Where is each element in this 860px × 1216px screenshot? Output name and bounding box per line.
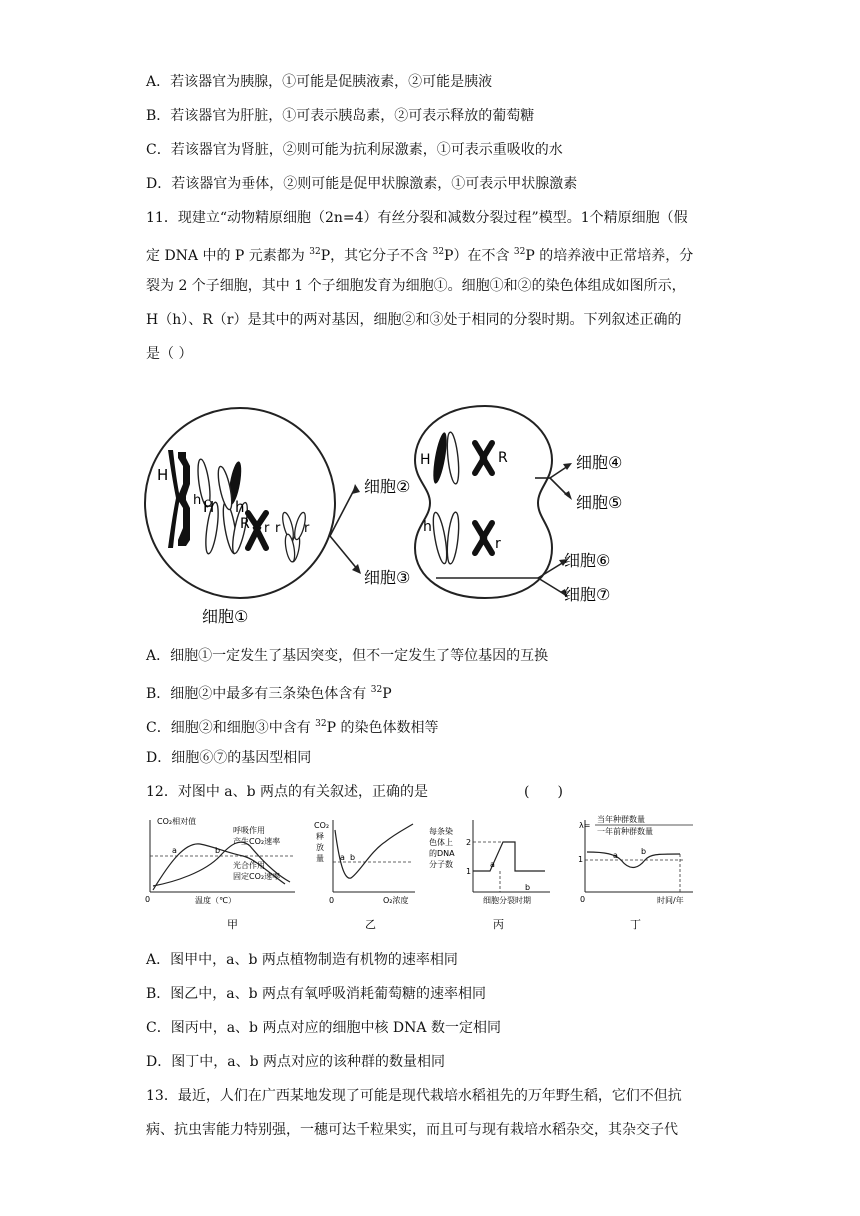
cell2-gene-4: r	[495, 536, 501, 552]
cell1-gene-8: r	[304, 521, 310, 536]
cell2-chromosome-r-lower	[475, 523, 492, 553]
cell1-gene-7: r	[275, 521, 281, 536]
jia-point-b: b	[215, 846, 221, 855]
bing-ylabel-1: 每条染	[429, 827, 453, 836]
q11-option-d: D．细胞⑥⑦的基因型相同	[146, 750, 312, 766]
q11-option-a: A．细胞①一定发生了基因突变，但不一定发生了等位基因的互换	[146, 648, 549, 664]
q11-option-b: B．细胞②中最多有三条染色体含有 $^{32}$P	[146, 685, 392, 702]
cell2-gene-3: h	[423, 519, 432, 535]
cell2-chromosome-h-white	[445, 432, 460, 485]
yi-ylabel-3: 放	[316, 843, 324, 852]
cell7-label: 细胞⑦	[564, 585, 611, 604]
ding-point-a: a	[613, 851, 618, 860]
q12-option-b: B．图乙中，a、b 两点有氧呼吸消耗葡萄糖的速率相同	[146, 986, 487, 1002]
ding-point-b: b	[641, 847, 647, 856]
q12-answer-paren: ( )	[524, 784, 563, 800]
cell1-gene-1: H	[157, 466, 169, 484]
jia-curve2-line2: 固定CO₂速率	[233, 872, 281, 881]
bing-xlabel: 细胞分裂时期	[483, 896, 531, 905]
q13-line-1: 13．最近，人们在广西某地发现了可能是现代栽培水稻祖先的万年野生稻，它们不但抗	[146, 1088, 682, 1104]
bing-curve	[473, 842, 545, 871]
q11-stem-line-5: 是（ ）	[146, 346, 193, 362]
ding-caption: 丁	[630, 918, 641, 931]
bing-ylabel-3: 的DNA	[429, 849, 455, 858]
q11-stem-line-4: H（h）、R（r）是其中的两对基因，细胞②和③处于相同的分裂时期。下列叙述正确的	[146, 312, 682, 328]
q10-option-a: A．若该器官为胰腺，①可能是促胰液素，②可能是胰液	[146, 74, 493, 90]
cell2-chromosome-lower-1	[431, 512, 450, 565]
q11-stem-line-2: 定 DNA 中的 P 元素都为 $^{32}$P，其它分子不含 $^{32}$P）在不含 $^{32}$P 的培养液中正常培养，分	[146, 247, 694, 264]
graph-jia	[145, 816, 295, 931]
q12-graphs	[145, 812, 705, 937]
cell1-gene-5: R	[240, 516, 250, 532]
ding-denominator: 一年前种群数量	[597, 827, 653, 836]
arrow-to-cell7	[538, 578, 564, 594]
cell2-gene-2: R	[498, 450, 508, 466]
ding-xlabel: 时间/年	[657, 896, 684, 905]
cell2-chromosome-lower-2	[445, 512, 460, 565]
jia-curve1-line1: 呼吸作用	[233, 826, 265, 835]
bing-point-a: a	[490, 860, 495, 869]
q11-stem-line-3: 裂为 2 个子细胞，其中 1 个子细胞发育为细胞①。细胞①和②的染色体组成如图所示，	[146, 278, 686, 294]
ding-origin: 0	[580, 895, 586, 904]
chromosome-h-black	[168, 450, 190, 548]
cell6-label: 细胞⑥	[564, 551, 611, 570]
yi-ylabel-1: CO₂	[314, 821, 330, 830]
yi-ylabel-2: 释	[316, 832, 324, 841]
jia-caption: 甲	[227, 918, 238, 931]
q10-option-c: C．若该器官为肾脏，②则可能为抗利尿激素，①可表示重吸收的水	[146, 142, 563, 158]
jia-curve2-line1: 光合作用	[233, 861, 265, 870]
q12-option-c: C．图丙中，a、b 两点对应的细胞中核 DNA 数一定相同	[146, 1020, 501, 1036]
jia-xlabel: 温度（℃）	[195, 896, 236, 905]
q10-option-b: B．若该器官为肝脏，①可表示胰岛素，②可表示释放的葡萄糖	[146, 108, 535, 124]
cell3-label: 细胞③	[364, 568, 411, 587]
bing-tick-2: 2	[466, 838, 472, 847]
yi-point-a: a	[340, 853, 345, 862]
jia-point-a: a	[172, 846, 177, 855]
cell1-gene-6: r	[264, 521, 270, 536]
arrow-to-cell4	[550, 466, 568, 478]
jia-curve1-line2: 产生CO₂速率	[233, 837, 281, 846]
graph-ding	[578, 814, 693, 931]
yi-curve	[335, 824, 413, 878]
arrow-to-cell6	[538, 562, 564, 578]
jia-origin: 0	[145, 895, 151, 904]
cell-division-diagram	[140, 388, 710, 628]
cell2-chromosome-h-black	[431, 432, 450, 485]
cell2-chromosome-r-black	[475, 443, 492, 473]
cell2-label: 细胞②	[364, 477, 411, 496]
q12-option-a: A．图甲中，a、b 两点植物制造有机物的速率相同	[146, 952, 458, 968]
q12-stem: 12．对图中 a、b 两点的有关叙述，正确的是	[146, 784, 429, 800]
cell5-label: 细胞⑤	[576, 493, 623, 512]
cell2-gene-1: H	[420, 452, 431, 468]
cell1-gene-2: h	[193, 493, 202, 508]
bing-tick-1: 1	[466, 867, 472, 876]
chromosome-r-white	[281, 511, 308, 562]
graph-yi	[314, 820, 415, 931]
cell1-gene-4: h	[235, 498, 245, 516]
q13-line-2: 病、抗虫害能力特别强，一穗可达千粒果实，而且可与现有栽培水稻杂交，其杂交子代	[146, 1122, 678, 1138]
q10-option-d: D．若该器官为垂体，②则可能是促甲状腺激素，①可表示甲状腺激素	[146, 176, 578, 192]
q12-option-d: D．图丁中，a、b 两点对应的该种群的数量相同	[146, 1054, 445, 1070]
ding-numerator: 当年种群数量	[597, 815, 645, 824]
bing-caption: 丙	[493, 918, 504, 931]
jia-ylabel: CO₂相对值	[157, 817, 197, 826]
ding-ratio: λ=	[579, 821, 591, 830]
arrow-to-cell3	[330, 536, 358, 570]
bing-ylabel-2: 色体上	[429, 838, 453, 847]
graph-bing	[429, 820, 550, 931]
cell1-gene-3: H	[203, 498, 215, 516]
bing-ylabel-4: 分子数	[429, 860, 453, 869]
yi-point-b: b	[350, 853, 356, 862]
cell2-outline	[415, 406, 552, 598]
cell4-label: 细胞④	[576, 453, 623, 472]
cell1-caption: 细胞①	[202, 607, 249, 626]
q11-stem-line-1: 11．现建立“动物精原细胞（2n=4）有丝分裂和减数分裂过程”模型。1个精原细胞（假	[146, 210, 688, 226]
yi-xlabel: O₂浓度	[383, 896, 409, 905]
ding-tick-1: 1	[578, 855, 584, 864]
bing-point-b: b	[525, 883, 531, 892]
yi-ylabel-4: 量	[316, 854, 324, 863]
q11-option-c: C．细胞②和细胞③中含有 $^{32}$P 的染色体数相等	[146, 719, 439, 736]
yi-origin: 0	[329, 896, 335, 905]
yi-caption: 乙	[365, 918, 376, 931]
